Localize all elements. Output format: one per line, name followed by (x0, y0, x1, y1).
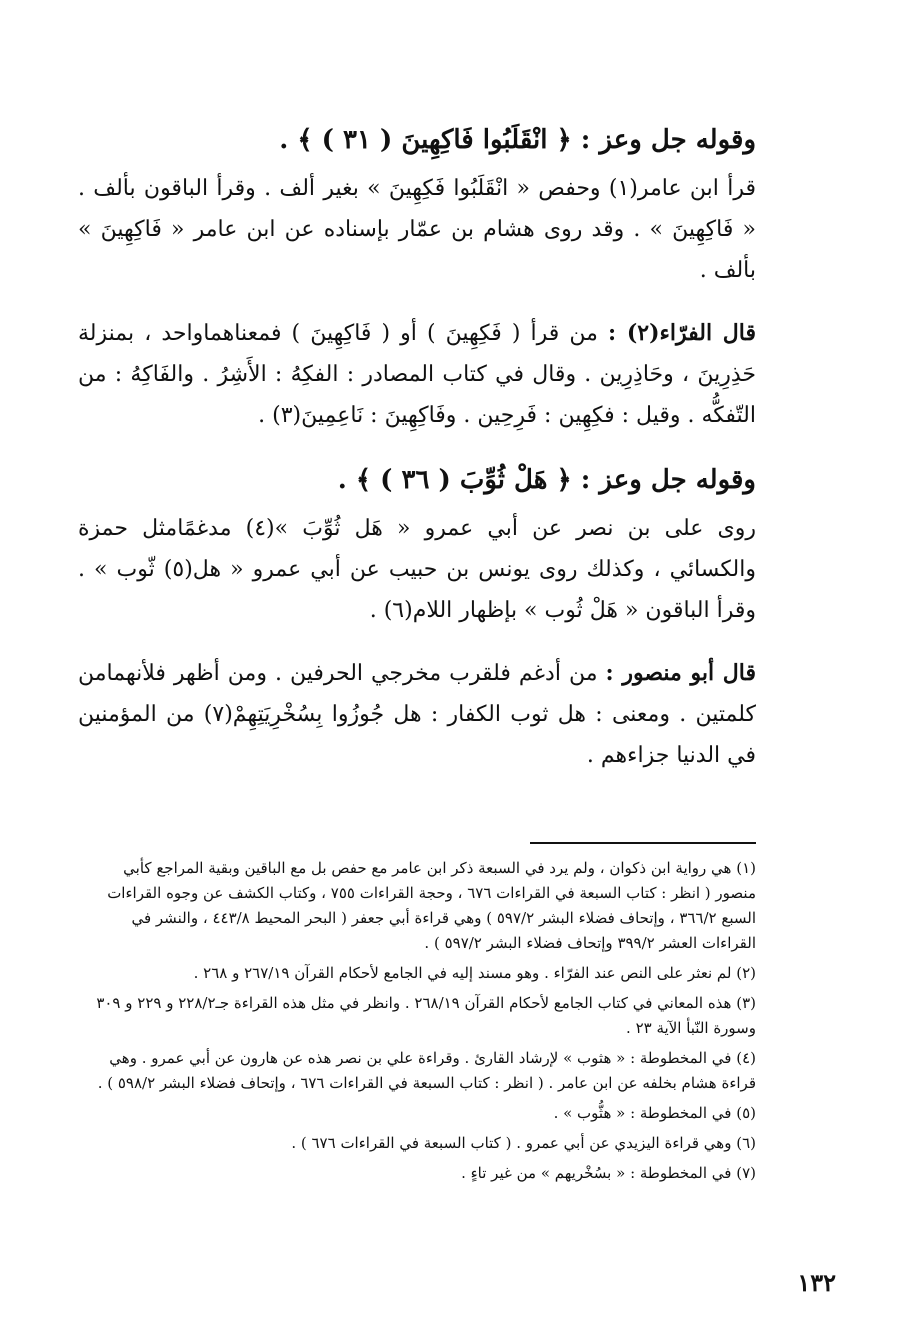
footnote-1: (١) هي رواية ابن ذكوان ، ولم يرد في السبعة ذكر ابن عامر مع حفص بل مع الباقين وبقية المراجع كأبي منصور ( انظر : كتاب السبعة في القراءات ٦٧٦ ، وحجة القراءات ٧٥٥ ، وكتاب الكشف عن وجوه القراءات السبع ٣٦٦/٢ ، وإتحاف فضلاء البشر ٥٩٧/٢ ) وهي قراءة أبي جعفر ( البحر المحيط ٤٤٣/٨ ، والنشر في القراءات العشر ٣٩٩/٢ وإتحاف فضلاء البشر ٥٩٧/٢ ) . (107, 859, 756, 952)
footnote-7: (٧) في المخطوطة : « بسُخْريهم » من غير تاءٍ . (461, 1164, 756, 1182)
footnote-separator (530, 842, 756, 844)
main-text (78, 118, 756, 798)
paragraph (78, 653, 756, 776)
paragraph (78, 313, 756, 436)
paragraph (78, 168, 756, 291)
paragraph-lead: قال الفرّاء(٢) : (608, 320, 757, 346)
paragraph (78, 508, 756, 631)
footnote-4: (٤) في المخطوطة : « هثوب » لإرشاد القارئ . وقراءة علي بن نصر هذه عن هارون عن أبي عمرو . وهي قراءة هشام بخلفه عن ابن عامر . ( انظر : كتاب السبعة في القراءات ٦٧٦ ، وإتحاف فضلاء البشر ٥٩٨/٢ ) . (97, 1049, 756, 1092)
paragraph-text: من أدغم فلقرب مخرجي الحرفين . ومن أظهر فلأنهمامن كلمتين . ومعنى : هل ثوب الكفار : هل جُوزُوا بِسُخْرِيَتِهِمْ(٧) من المؤمنين في الدنيا جزاءهم . (78, 661, 757, 768)
section-2 (78, 458, 756, 776)
footnotes (78, 856, 756, 1191)
paragraph-lead: قال أبو منصور : (605, 660, 756, 686)
paragraph-text: روى على بن نصر عن أبي عمرو « هَل ثُوِّبَ »(٤) مدغمًامثل حمزة والكسائي ، وكذلك روى يونس بن حبيب عن أبي عمرو « هل(٥) ثّوب » . وقرأ الباقون « هَلْ ثُوب » بإظهار اللام(٦) . (78, 516, 756, 623)
section-heading: وقوله جل وعز : ﴿ هَلْ ثُوِّبَ ( ٣٦ ) ﴾ . (337, 465, 756, 495)
paragraph-text: قرأ ابن عامر(١) وحفص « انْقَلَبُوا فَكِهِينَ » بغير ألف . وقرأ الباقون بألف . « فَاكِهِينَ » . وقد روى هشام بن عمّار بإسناده عن ابن عامر « فَاكِهِينَ » بألف . (78, 176, 756, 283)
footnote-2: (٢) لم نعثر على النص عند الفرّاء . وهو مسند إليه في الجامع لأحكام القرآن ٢٦٧/١٩ و ٢٦٨ . (193, 964, 756, 982)
section-1 (78, 118, 756, 436)
page-number: ١٣٢ (797, 1268, 836, 1297)
section-heading: وقوله جل وعز : ﴿ انْقَلَبُوا فَاكِهِينَ ( ٣١ ) ﴾ . (279, 125, 756, 155)
footnote-6: (٦) وهي قراءة اليزيدي عن أبي عمرو . ( كتاب السبعة في القراءات ٦٧٦ ) . (291, 1134, 756, 1152)
paragraph-text: من قرأ ( فَكِهِينَ ) أو ( فَاكِهِينَ ) فمعناهماواحد ، بمنزلة حَذِرِينَ ، وحَاذِرِين . وقال في كتاب المصادر : الفكِهُ : الأَشِرُ . والفَاكِهُ : من التّفكُّه . وقيل : فكِهِين : فَرِحِين . وفَاكِهِينَ : نَاعِمِينَ(٣) . (78, 321, 756, 428)
footnote-3: (٣) هذه المعاني في كتاب الجامع لأحكام القرآن ٢٦٨/١٩ . وانظر في مثل هذه القراءة جـ٢٢٨/٢ و ٢٢٩ و ٣٠٩ وسورة النّبأ الآية ٢٣ . (96, 994, 756, 1037)
footnote-5: (٥) في المخطوطة : « هثُّوب » . (553, 1104, 756, 1122)
